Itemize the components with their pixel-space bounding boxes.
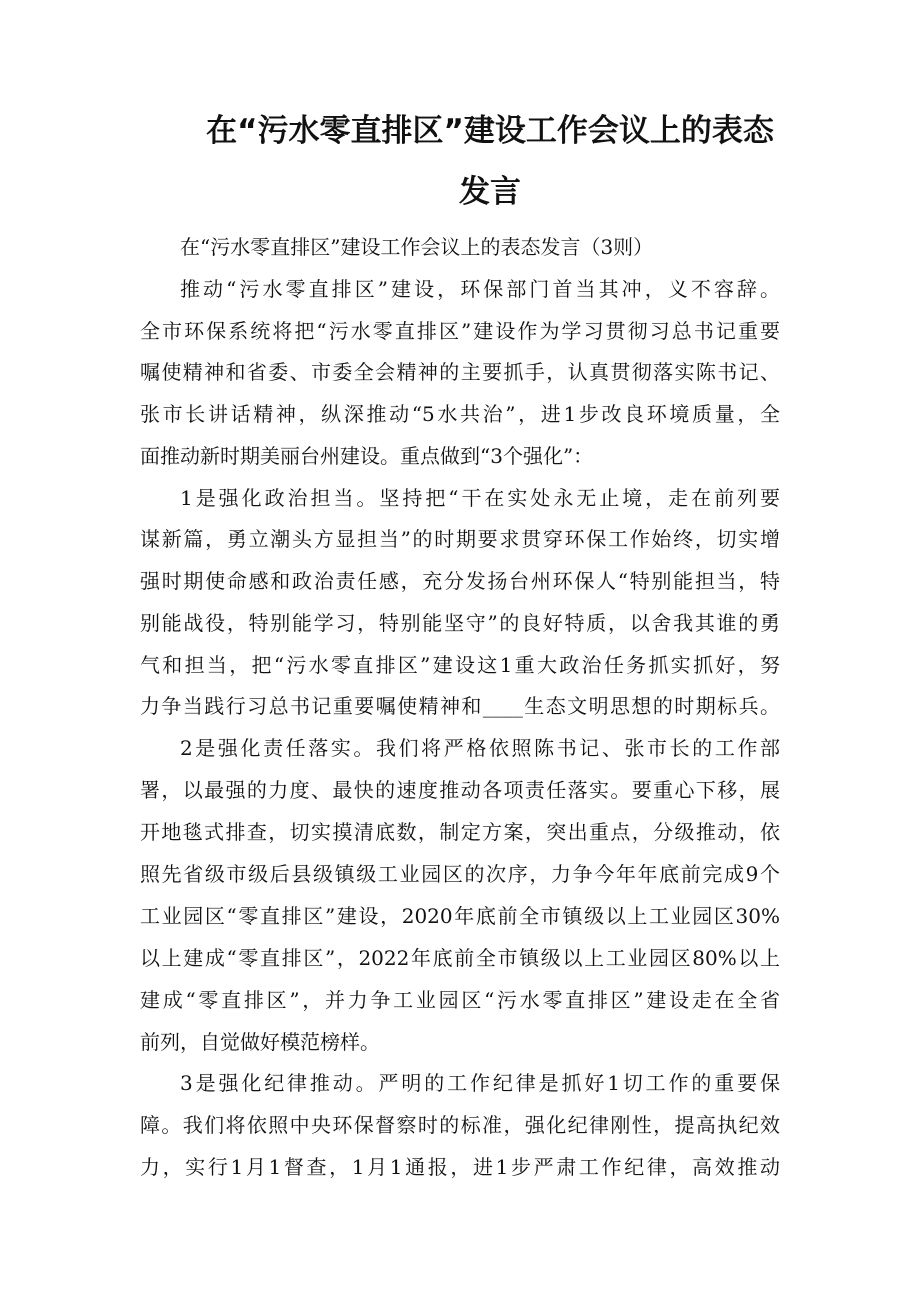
- text-line: 2是强化责任落实。我们将严格依照陈书记、张市长的工作部: [180, 736, 780, 760]
- text-line: 嘱使精神和省委、市委全会精神的主要抓手，认真贯彻落实陈书记、: [140, 360, 780, 384]
- text-line: 建成“零直排区”，并力争工业园区“污水零直排区”建设走在全省: [140, 988, 780, 1012]
- text-line: 面推动新时期美丽台州建设。重点做到“3个强化”：: [140, 444, 594, 468]
- text-line: 力争当践行习总书记重要嘱使精神和____生态文明思想的时期标兵。: [140, 694, 780, 718]
- text-line: 1是强化政治担当。坚持把“干在实处永无止境，走在前列要: [180, 486, 780, 510]
- text-line: 气和担当，把“污水零直排区”建设这1重大政治任务抓实抓好，努: [140, 653, 780, 677]
- text-line: 别能战役，特别能学习，特别能坚守”的良好特质，以舍我其谁的勇: [140, 611, 780, 635]
- text-line: 障。我们将依照中央环保督察时的标准，强化纪律刚性，提高执纪效: [140, 1113, 780, 1137]
- text-line: 张市长讲话精神，纵深推动“5水共治”，进1步改良环境质量，全: [140, 402, 780, 426]
- text-line: 全市环保系统将把“污水零直排区”建设作为学习贯彻习总书记重要: [140, 319, 780, 343]
- text-line: 开地毯式排查，切实摸清底数，制定方案，突出重点，分级推动，依: [140, 820, 780, 844]
- text-line: 署，以最强的力度、最快的速度推动各项责任落实。要重心下移，展: [140, 778, 780, 802]
- text-line: 强时期使命感和政治责任感，充分发扬台州环保人“特别能担当，特: [140, 569, 780, 593]
- text-line: 力，实行1月1督查，1月1通报，进1步严肃工作纪律，高效推动: [140, 1155, 780, 1179]
- text-line: 以上建成“零直排区”，2022年底前全市镇级以上工业园区80%以上: [140, 946, 780, 970]
- text-line: 谋新篇，勇立潮头方显担当”的时期要求贯穿环保工作始终，切实增: [140, 527, 780, 551]
- text-line: 3是强化纪律推动。严明的工作纪律是抓好1切工作的重要保: [180, 1071, 780, 1095]
- document-title-line-2: 发言: [459, 174, 521, 210]
- text-line: 推动“污水零直排区”建设，环保部门首当其冲，义不容辞。: [180, 277, 780, 301]
- document-title-line-1: 在“污水零直排区”建设工作会议上的表态: [206, 113, 774, 149]
- text-line: 照先省级市级后县级镇级工业园区的次序，力争今年年底前完成9个: [140, 862, 780, 886]
- text-line: 前列，自觉做好模范榜样。: [140, 1030, 380, 1054]
- document-subtitle: 在“污水零直排区”建设工作会议上的表态发言（3则）: [180, 235, 654, 259]
- text-line: 工业园区“零直排区”建设，2020年底前全市镇级以上工业园区30%: [140, 904, 780, 928]
